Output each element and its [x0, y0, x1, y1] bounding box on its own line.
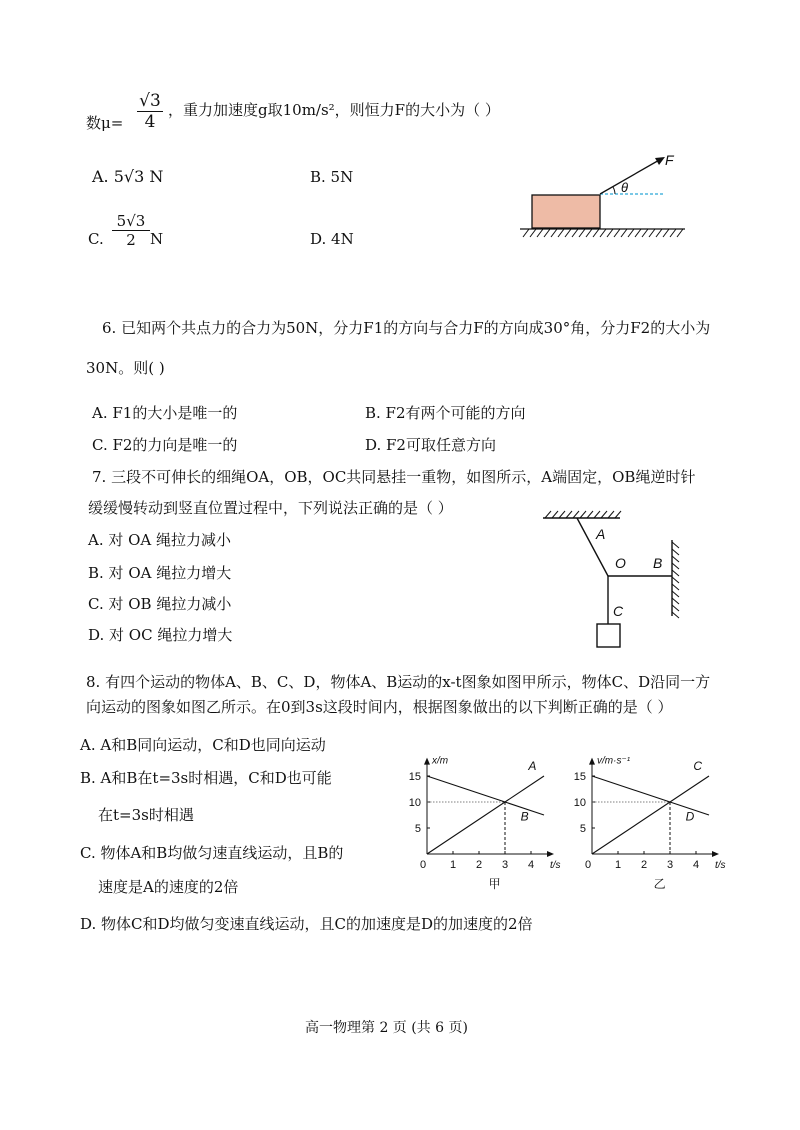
- q7-option-b[interactable]: B. 对 OA 绳拉力增大: [88, 564, 232, 582]
- q6-option-a[interactable]: A. F1的大小是唯一的: [92, 404, 238, 422]
- point-a-label: A: [596, 526, 606, 542]
- q6-option-c[interactable]: C. F2的力向是唯一的: [92, 436, 238, 454]
- q5-option-a[interactable]: A. 5√3 N: [92, 167, 164, 186]
- chart-jia-x-t: [405, 730, 561, 891]
- chart-yi-x-tick-label: 4: [692, 859, 700, 871]
- option-c-numerator: 5√3: [112, 212, 150, 231]
- chart-jia-series-b-label: B: [520, 809, 529, 824]
- option-c-denominator: 2: [126, 231, 136, 249]
- q6-line-1: 6. 已知两个共点力的合力为50N，分力F1的方向与合力F的方向成30°角，分力F2的大小为: [102, 319, 711, 337]
- q8-option-c-line-2: 速度是A的速度的2倍: [98, 878, 239, 896]
- chart-jia-y-tick-label: 5: [414, 823, 421, 835]
- mu-numerator: √3: [137, 91, 163, 112]
- q7-option-c[interactable]: C. 对 OB 绳拉力减小: [88, 595, 232, 613]
- mu-prefix: 数μ=: [86, 114, 124, 132]
- point-c-label: C: [613, 603, 624, 619]
- q7-option-d[interactable]: D. 对 OC 绳拉力增大: [88, 626, 233, 644]
- chart-yi-y-axis-arrow: [589, 758, 595, 765]
- q8-option-c-line-1[interactable]: C. 物体A和B均做匀速直线运动，且B的: [80, 844, 344, 862]
- q8-line-2: 向运动的图象如图乙所示。在0到3s这段时间内，根据图象做出的以下判断正确的是（ ）: [86, 698, 673, 716]
- chart-jia-y-axis-label: x/m: [432, 755, 449, 767]
- ceiling-hatching: [545, 511, 621, 518]
- chart-jia-x-tick-label: 0: [419, 859, 427, 871]
- q5-option-c-unit: N: [150, 230, 164, 248]
- chart-yi-series-d-label: D: [685, 809, 695, 824]
- q6-option-b[interactable]: B. F2有两个可能的方向: [365, 404, 526, 422]
- angle-label: θ: [621, 180, 629, 195]
- q8-option-d[interactable]: D. 物体C和D均做匀变速直线运动，且C的加速度是D的加速度的2倍: [80, 915, 533, 933]
- chart-yi-labels: [574, 756, 726, 891]
- chart-jia-x-axis-label: t/s: [550, 860, 561, 871]
- chart-jia-caption: 甲: [488, 877, 501, 891]
- hanging-weight: [597, 624, 620, 647]
- chart-yi-caption: 乙: [653, 877, 666, 891]
- q7-option-a[interactable]: A. 对 OA 绳拉力减小: [88, 531, 232, 549]
- q7-line-1: 7. 三段不可伸长的细绳OA，OB，OC共同悬挂一重物，如图所示，A端固定，OB绳逆时针: [92, 468, 696, 486]
- q5-option-b[interactable]: B. 5N: [310, 168, 354, 186]
- q7-rope-figure: [535, 508, 695, 653]
- ground-hatching: [523, 229, 683, 237]
- chart-yi-x-tick-label: 0: [584, 859, 592, 871]
- q8-option-b-line-1[interactable]: B. A和B在t=3s时相遇，C和D也可能: [80, 769, 332, 787]
- q6-option-d[interactable]: D. F2可取任意方向: [365, 436, 496, 454]
- block: [532, 195, 600, 228]
- q5-option-c-label[interactable]: C.: [88, 230, 104, 248]
- wall-hatching: [672, 542, 679, 618]
- chart-jia-y-axis-arrow: [424, 758, 430, 765]
- chart-yi-x-axis-label: t/s: [715, 860, 726, 871]
- chart-jia-x-tick-label: 3: [501, 859, 509, 871]
- chart-yi-y-tick-label: 5: [579, 823, 586, 835]
- q5-stem-text: ，重力加速度g取10m/s²，则恒力F的大小为（ ）: [168, 101, 500, 119]
- page-footer: 高一物理第 2 页 (共 6 页): [305, 1020, 468, 1036]
- mu-fraction: [137, 91, 163, 132]
- chart-jia-y-tick-label: 15: [408, 771, 421, 783]
- chart-yi-v-t: [570, 730, 726, 891]
- point-o-label: O: [615, 555, 626, 571]
- chart-jia-x-tick-label: 4: [527, 859, 535, 871]
- chart-yi-x-tick-label: 2: [640, 859, 648, 871]
- chart-yi-x-axis-arrow: [712, 851, 719, 857]
- chart-yi-y-axis-label: v/m·s⁻¹: [597, 755, 631, 767]
- angle-arc: [613, 187, 615, 194]
- q5-option-d[interactable]: D. 4N: [310, 230, 354, 248]
- q5-block-figure: [515, 150, 695, 240]
- chart-jia-x-tick-label: 2: [475, 859, 483, 871]
- chart-yi-x-tick-label: 1: [614, 859, 622, 871]
- q7-line-2: 缓缓慢转动到竖直位置过程中，下列说法正确的是（ ）: [88, 499, 453, 517]
- force-arrow: [600, 159, 661, 194]
- q8-option-b-line-2: 在t=3s时相遇: [98, 806, 194, 824]
- mu-denominator: 4: [144, 112, 156, 132]
- chart-jia-y-tick-label: 10: [408, 797, 421, 809]
- chart-jia-labels: [409, 756, 561, 891]
- q8-line-1: 8. 有四个运动的物体A、B、C、D，物体A、B运动的x-t图象如图甲所示，物体C、D沿同一方: [86, 673, 711, 691]
- chart-yi-y-tick-label: 10: [573, 797, 586, 809]
- chart-jia-series-a-label: A: [528, 758, 537, 773]
- q6-line-2: 30N。则( ): [86, 359, 165, 377]
- force-label: F: [665, 152, 674, 168]
- q5-option-c-fraction: [112, 212, 150, 249]
- point-b-label: B: [653, 555, 663, 571]
- chart-jia-x-axis-arrow: [547, 851, 554, 857]
- chart-yi-x-tick-label: 3: [666, 859, 674, 871]
- chart-yi-series-c-label: C: [693, 758, 703, 773]
- chart-jia-x-tick-label: 1: [449, 859, 457, 871]
- q8-option-a[interactable]: A. A和B同向运动，C和D也同向运动: [80, 736, 326, 754]
- chart-yi-y-tick-label: 15: [573, 771, 586, 783]
